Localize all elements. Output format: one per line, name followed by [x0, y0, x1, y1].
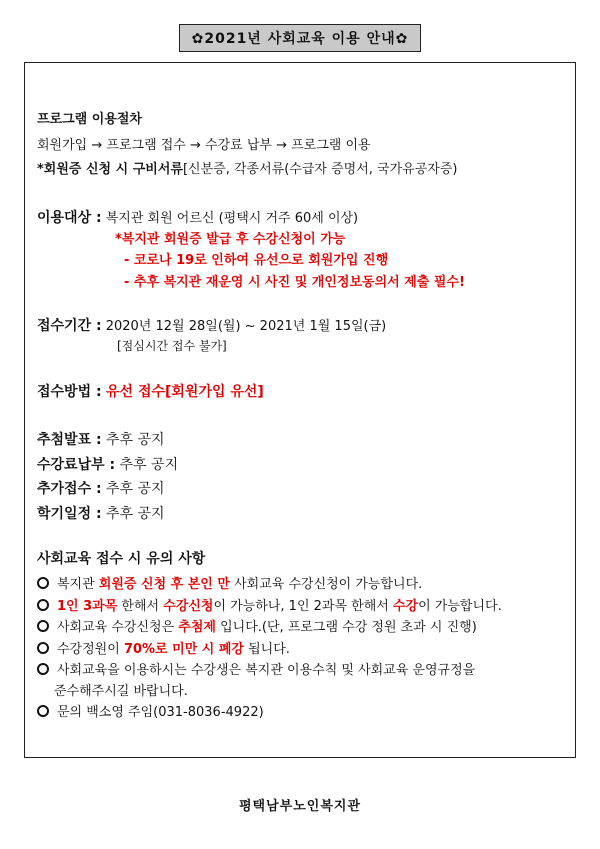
page-title: [179, 24, 422, 52]
schedule-value: 추후 공지: [106, 432, 165, 448]
schedule-label: 수강료납부 :: [37, 457, 116, 473]
target-label: 이용대상 :: [37, 210, 102, 226]
schedule-value: 추후 공지: [106, 481, 165, 497]
period-row: [37, 315, 386, 335]
flower-icon: ✿: [395, 31, 409, 47]
circle-bullet-icon: [37, 599, 49, 611]
circle-bullet-icon: [37, 705, 49, 717]
notice-item: 사회교육을 이용하시는 수강생은 복지관 이용수칙 및 사회교육 운영규정을: [37, 659, 475, 678]
period-label: 접수기간 :: [37, 318, 102, 334]
schedule-row: [37, 503, 165, 523]
schedule-label: 추첨발표 :: [37, 432, 102, 448]
procedure-steps: 회원가입 → 프로그램 접수 → 수강료 납부 → 프로그램 이용: [37, 138, 371, 153]
schedule-row: [37, 478, 165, 498]
period-note: [점심시간 접수 불가]: [117, 339, 227, 353]
method-row: [37, 381, 264, 401]
notice-item: 문의 백소영 주임(031-8036-4922): [37, 701, 264, 720]
title-text: 2021년 사회교육 이용 안내: [204, 31, 396, 47]
flower-icon: ✿: [191, 31, 205, 47]
notice-item: 수강정원이 70%로 미만 시 폐강 됩니다.: [37, 638, 290, 657]
organization-name: 평택남부노인복지관: [238, 799, 362, 814]
schedule-value: 추후 공지: [119, 457, 179, 473]
target-note-2: - 코로나 19로 인하여 유선으로 회원가입 진행: [124, 253, 389, 268]
required-docs-text: [신분증, 각종서류(수급자 증명서, 국가유공자증): [182, 162, 458, 177]
notice-item-continuation: 준수해주시길 바랍니다.: [54, 684, 188, 699]
target-text: 복지관 회원 어르신 (평택시 거주 60세 이상): [105, 211, 359, 226]
required-docs-label: *회원증 신청 시 구비서류: [37, 162, 183, 177]
schedule-label: 학기일정 :: [37, 506, 102, 522]
title-wrap: [0, 24, 600, 52]
notice-item: 1인 3과목 한해서 수강신청이 가능하나, 1인 2과목 한해서 수강이 가능합니다.: [37, 595, 502, 614]
circle-bullet-icon: [37, 663, 49, 675]
schedule-row: [37, 454, 178, 474]
schedule-value: 추후 공지: [106, 506, 165, 522]
circle-bullet-icon: [37, 577, 49, 589]
circle-bullet-icon: [37, 620, 49, 632]
schedule-label: 추가접수 :: [37, 481, 102, 497]
required-docs: [37, 158, 457, 177]
notices-heading: 사회교육 접수 시 유의 사항: [37, 551, 206, 567]
procedure-heading: 프로그램 이용절차: [37, 112, 142, 127]
schedule-row: [37, 429, 165, 449]
period-text: 2020년 12월 28일(월) ~ 2021년 1월 15일(금): [105, 319, 387, 334]
target-row: [37, 207, 358, 227]
notice-item: 복지관 회원증 신청 후 본인 만 사회교육 수강신청이 가능합니다.: [37, 573, 422, 592]
notice-item: 사회교육 수강신청은 추첨제 입니다.(단, 프로그램 수강 정원 초과 시 진행): [37, 616, 477, 635]
method-label: 접수방법 :: [37, 384, 102, 400]
target-note-3: - 추후 복지관 재운영 시 사진 및 개인정보동의서 제출 필수!: [124, 275, 465, 290]
method-text: 유선 접수[회원가입 유선]: [106, 384, 264, 400]
target-note-1: *복지관 회원증 발급 후 수강신청이 가능: [115, 232, 346, 247]
circle-bullet-icon: [37, 642, 49, 654]
